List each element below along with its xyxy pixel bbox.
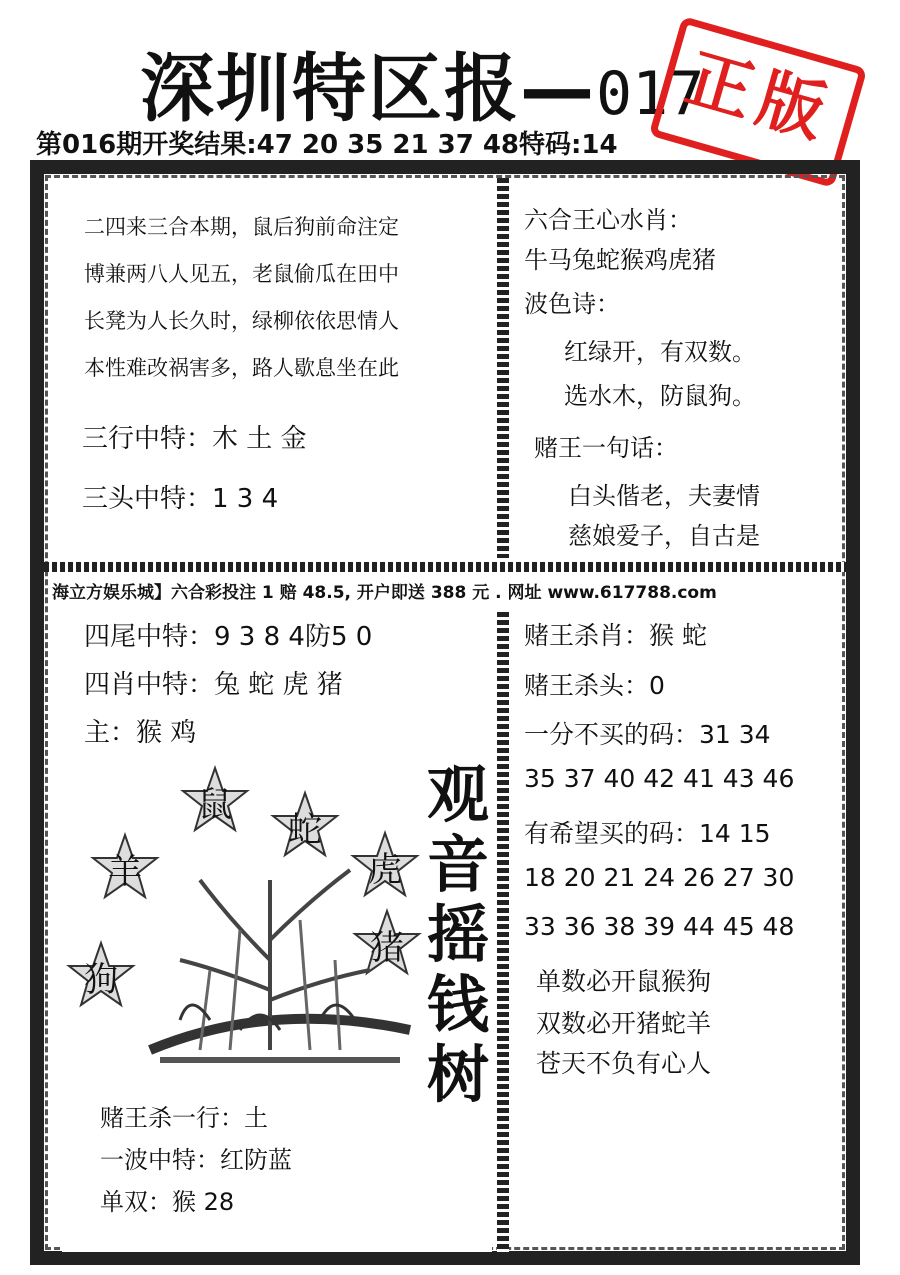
xiwang-line-1: 有希望买的码：14 15: [524, 819, 771, 848]
poem: [84, 204, 399, 392]
vertical-title-char: 树: [426, 1038, 489, 1111]
shayixing-line: 赌王杀一行：土: [100, 1104, 268, 1132]
vertical-title: [418, 760, 498, 1110]
page-title: [140, 30, 704, 136]
top-left-panel: [62, 190, 492, 550]
poem-line: 二四来三合本期，鼠后狗前命注定: [84, 215, 399, 239]
title-main: 深圳特区报: [140, 46, 520, 132]
duwang-line-2: 慈娘爱子，自古是: [568, 522, 760, 550]
wangxin-zodiacs: 牛马兔蛇猴鸡虎猪: [524, 246, 716, 274]
bottom-column-divider: [497, 612, 509, 1252]
xiwang-line-3: 33 36 38 39 44 45 48: [524, 912, 795, 941]
poem-line: 本性难改祸害多，路人歇息坐在此: [84, 356, 399, 380]
star-label: 羊: [108, 852, 142, 892]
wangxin-label: 六合王心水肖：: [524, 206, 692, 234]
poem-line: 博兼两八人见五，老鼠偷瓜在田中: [84, 262, 399, 286]
bose-line-1: 红绿开，有双数。: [564, 338, 756, 366]
yibo-line: 一波中特：红防蓝: [100, 1146, 292, 1174]
zhu-line: 主：猴 鸡: [84, 718, 197, 748]
top-right-panel: [514, 190, 834, 550]
ad-banner: 海立方娱乐城】六合彩投注 1 赔 48.5, 开户即送 388 元 . 网址 www.617788.com: [52, 583, 717, 603]
bose-line-2: 选水木，防鼠狗。: [564, 382, 756, 410]
bumai-line-2: 35 37 40 42 41 43 46: [524, 764, 795, 793]
vertical-title-char: 观: [426, 758, 489, 831]
vertical-title-char: 音: [426, 828, 489, 901]
authentic-stamp: 正版: [649, 16, 868, 188]
duwang-label: 赌王一句话：: [534, 434, 678, 462]
title-dash: —: [520, 46, 596, 132]
xiwang-line-2: 18 20 21 24 26 27 30: [524, 863, 795, 892]
star-label: 狗: [84, 960, 118, 1000]
top-column-divider: [497, 178, 509, 558]
shaxiao-line: 赌王杀肖：猴 蛇: [524, 621, 707, 650]
poem-line: 长凳为人长久时，绿柳依依思情人: [84, 309, 399, 333]
row-divider: [44, 562, 846, 572]
saying-2: 双数必开猪蛇羊: [536, 1009, 712, 1038]
saying-3: 苍天不负有心人: [536, 1049, 712, 1078]
santou-line: 三头中特：1 3 4: [82, 484, 279, 514]
bumai-line-1: 一分不买的码：31 34: [524, 720, 771, 749]
siwei-line: 四尾中特：9 3 8 4防5 0: [84, 622, 373, 652]
saying-1: 单数必开鼠猴狗: [536, 967, 712, 996]
sixiao-line: 四肖中特：兔 蛇 虎 猪: [84, 670, 343, 700]
danshuang-line: 单双：猴 28: [100, 1188, 235, 1216]
star-label: 鼠: [198, 785, 232, 825]
money-tree-illustration: [120, 820, 420, 1080]
bottom-right-panel: [514, 612, 834, 1082]
bose-label: 波色诗：: [524, 290, 620, 318]
star-label: 虎: [368, 850, 402, 890]
vertical-title-char: 摇: [426, 898, 489, 971]
issue-number: 017: [596, 59, 705, 129]
vertical-title-char: 钱: [426, 968, 489, 1041]
shatou-line: 赌王杀头：0: [524, 671, 665, 700]
duwang-line-1: 白头偕老，夫妻情: [568, 482, 760, 510]
star-label: 蛇: [288, 810, 322, 850]
sanxing-line: 三行中特：木 土 金: [82, 424, 307, 454]
draw-results: 第016期开奖结果:47 20 35 21 37 48特码:14: [36, 130, 618, 160]
star-label: 猪: [370, 928, 404, 968]
